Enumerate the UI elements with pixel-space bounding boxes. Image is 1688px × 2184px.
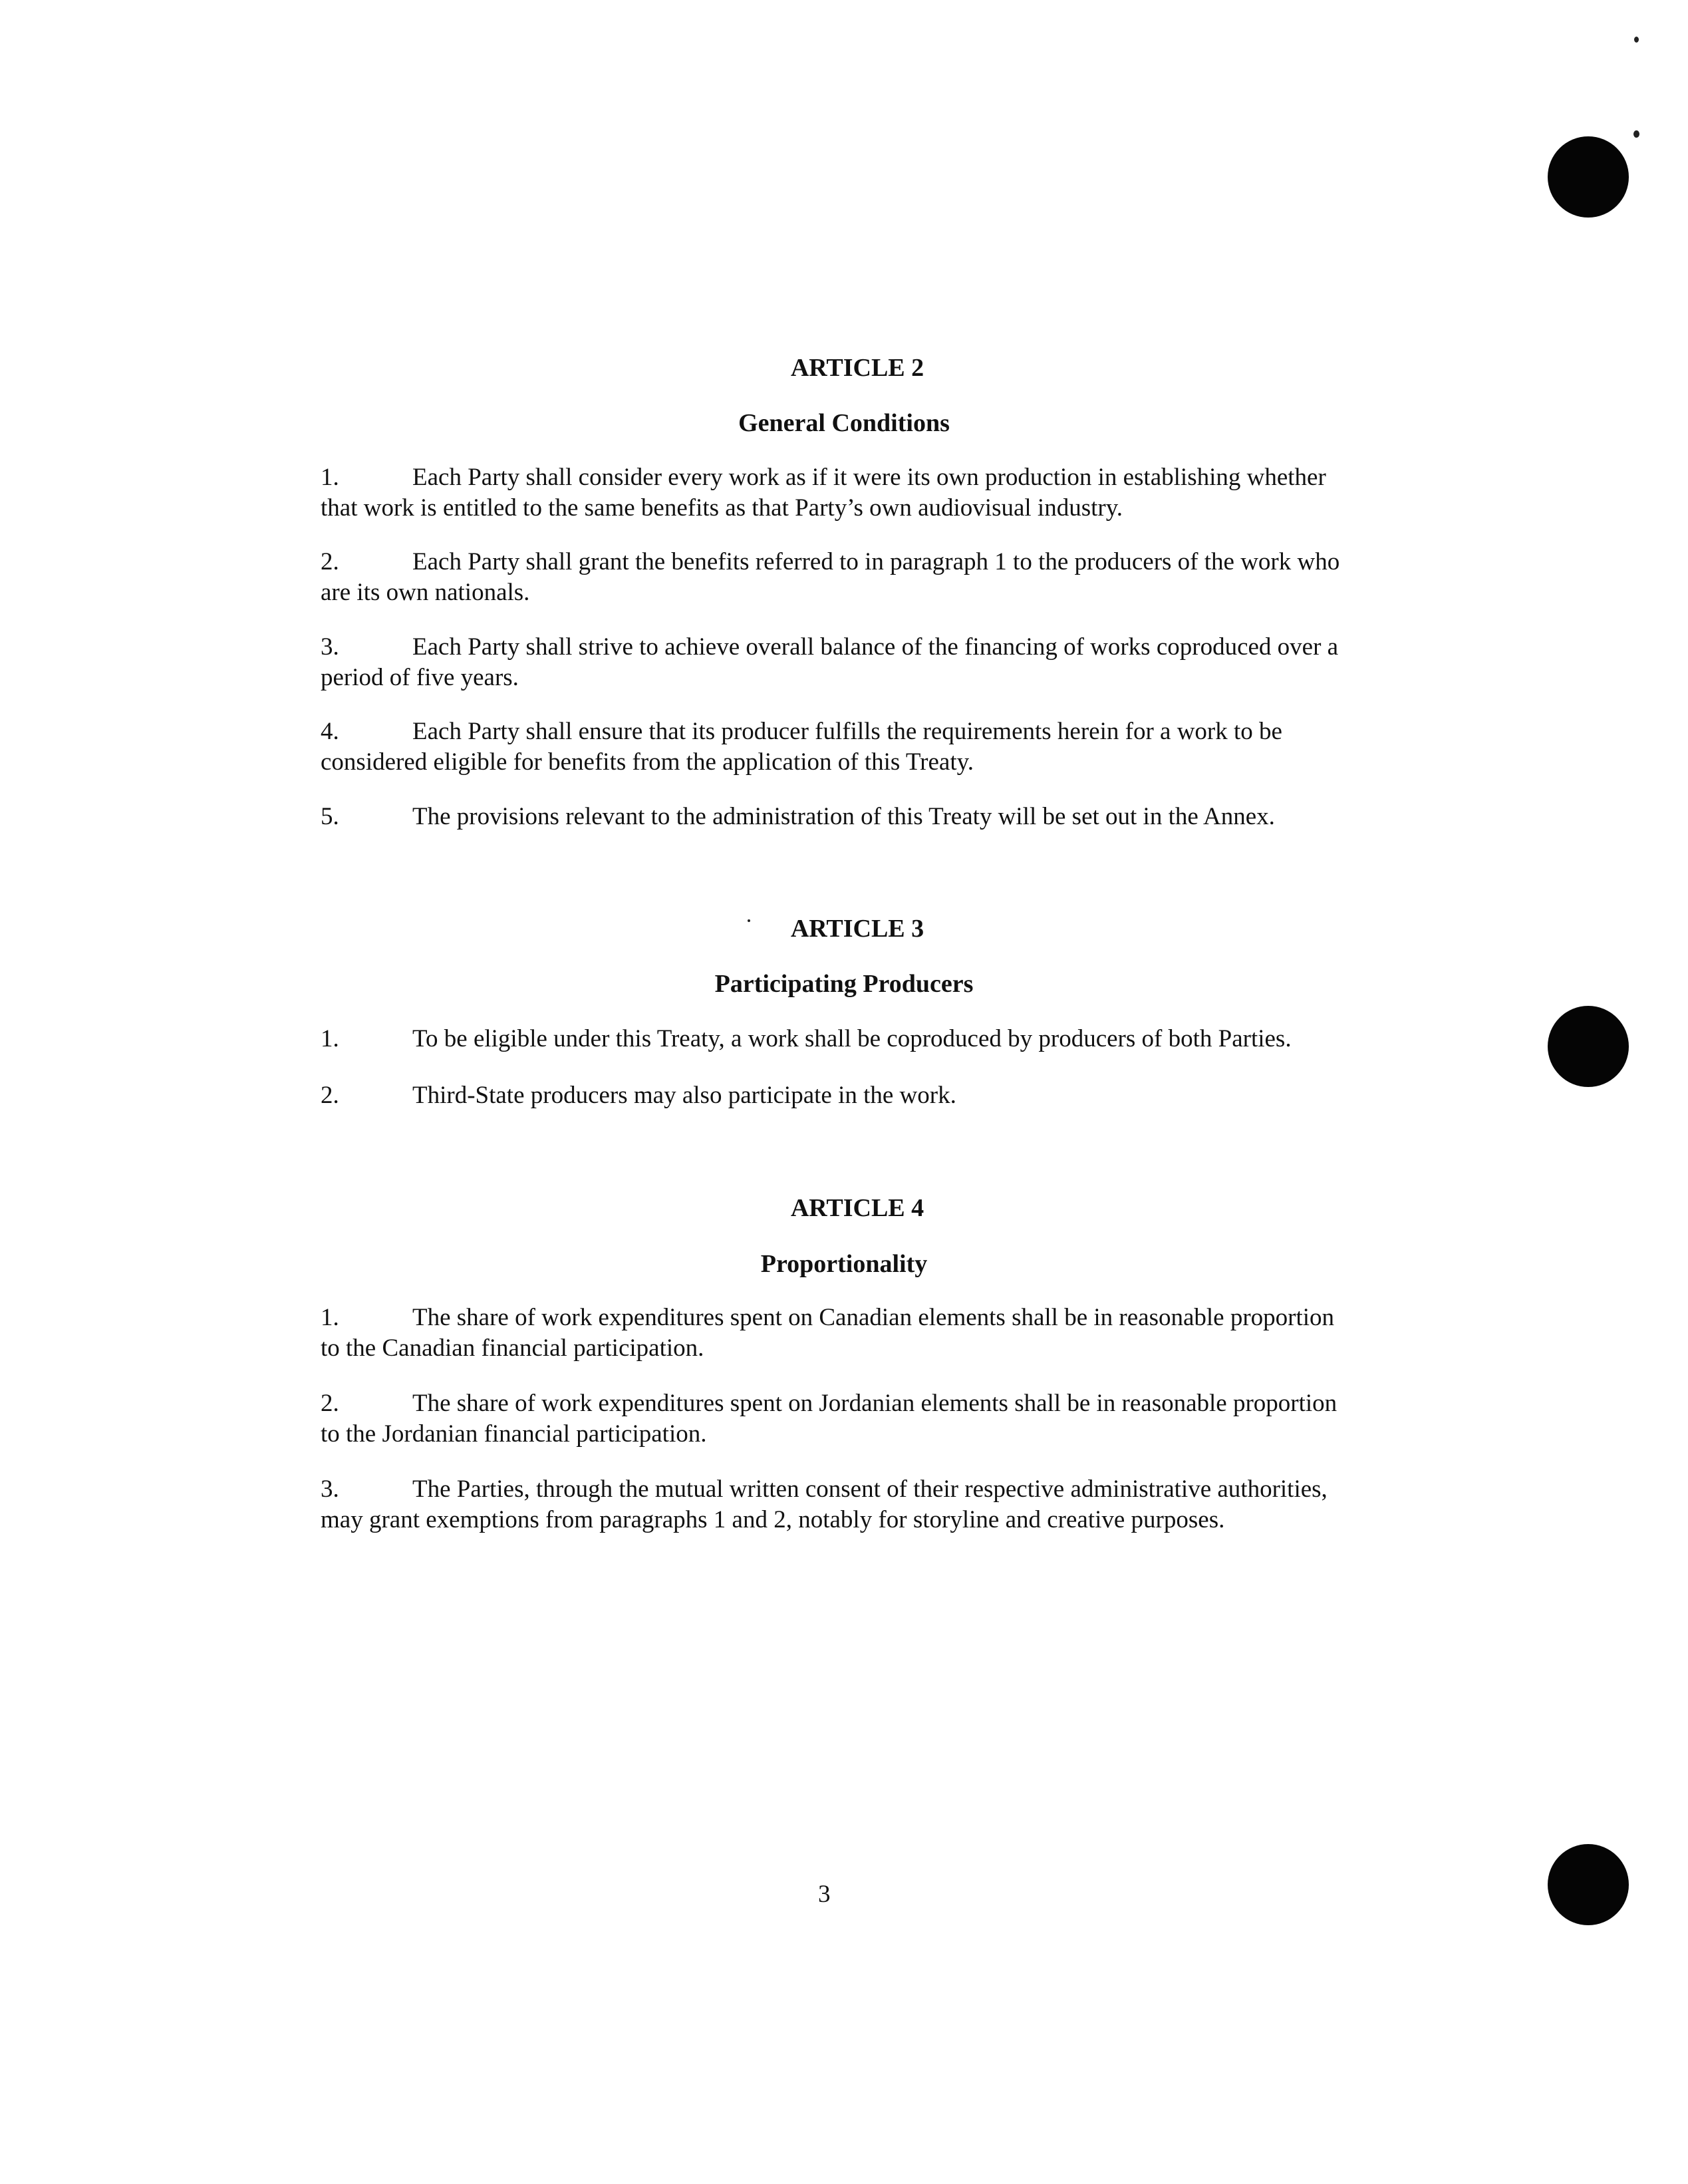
article-2-paragraph-3 xyxy=(321,632,1358,693)
paragraph-number: 5. xyxy=(321,803,339,830)
paragraph-text: The provisions relevant to the administration of this Treaty will be set out in the Annex. xyxy=(412,803,1275,830)
paragraph-text: Each Party shall strive to achieve overall balance of the financing of works coproduced over a period of five years. xyxy=(321,633,1339,691)
article-4-subheading: Proportionality xyxy=(760,1250,928,1278)
article-3-heading: ARTICLE 3 xyxy=(790,915,924,943)
paragraph-number: 3. xyxy=(321,633,339,661)
paragraph-number: 2. xyxy=(321,1082,339,1109)
punch-hole-middle xyxy=(1548,1006,1629,1087)
article-2-paragraph-5 xyxy=(321,802,1358,832)
paragraph-text: To be eligible under this Treaty, a work shall be coproduced by producers of both Parties. xyxy=(412,1025,1292,1052)
article-4-paragraph-3 xyxy=(321,1474,1358,1535)
article-2-subheading: General Conditions xyxy=(738,409,950,437)
punch-hole-bottom xyxy=(1548,1844,1629,1925)
paragraph-text: Each Party shall grant the benefits referred to in paragraph 1 to the producers of the work who are its own nationals. xyxy=(321,548,1340,606)
paragraph-number: 2. xyxy=(321,1390,339,1417)
article-3-subheading: Participating Producers xyxy=(714,970,974,998)
article-2-paragraph-1 xyxy=(321,462,1358,524)
paragraph-text: Third-State producers may also participate in the work. xyxy=(412,1082,956,1109)
paragraph-text: Each Party shall consider every work as if it were its own production in establishing whether that work is entitled to the same benefits as that Party’s own audiovisual industry. xyxy=(321,464,1326,522)
paragraph-number: 2. xyxy=(321,548,339,575)
paragraph-number: 3. xyxy=(321,1476,339,1503)
paragraph-text: Each Party shall ensure that its producer fulfills the requirements herein for a work to be considered eligible for benefits from the application of this Treaty. xyxy=(321,718,1282,776)
punch-hole-top xyxy=(1548,136,1629,218)
article-2-heading: ARTICLE 2 xyxy=(790,354,924,382)
paragraph-text: The share of work expenditures spent on Jordanian elements shall be in reasonable proportion to the Jordanian financial participation. xyxy=(321,1390,1337,1448)
article-4-heading: ARTICLE 4 xyxy=(790,1194,924,1222)
article-2-paragraph-4 xyxy=(321,716,1358,778)
paragraph-number: 4. xyxy=(321,718,339,745)
page-number: 3 xyxy=(818,1881,831,1908)
paragraph-number: 1. xyxy=(321,1304,339,1331)
paragraph-text: The Parties, through the mutual written consent of their respective administrative authorities, may grant exemptions from paragraphs 1 and 2, notably for storyline and creative purposes. xyxy=(321,1476,1328,1533)
article-4-paragraph-1 xyxy=(321,1303,1358,1364)
article-3-paragraph-1 xyxy=(321,1024,1358,1054)
article-3-paragraph-2 xyxy=(321,1080,1358,1111)
paragraph-number: 1. xyxy=(321,1025,339,1052)
paragraph-number: 1. xyxy=(321,464,339,491)
article-2-paragraph-2 xyxy=(321,547,1358,608)
scan-speck xyxy=(1633,130,1639,138)
scan-speck xyxy=(1634,37,1639,43)
paragraph-text: The share of work expenditures spent on Canadian elements shall be in reasonable proportion to the Canadian financial participation. xyxy=(321,1304,1335,1362)
article-4-paragraph-2 xyxy=(321,1388,1358,1450)
